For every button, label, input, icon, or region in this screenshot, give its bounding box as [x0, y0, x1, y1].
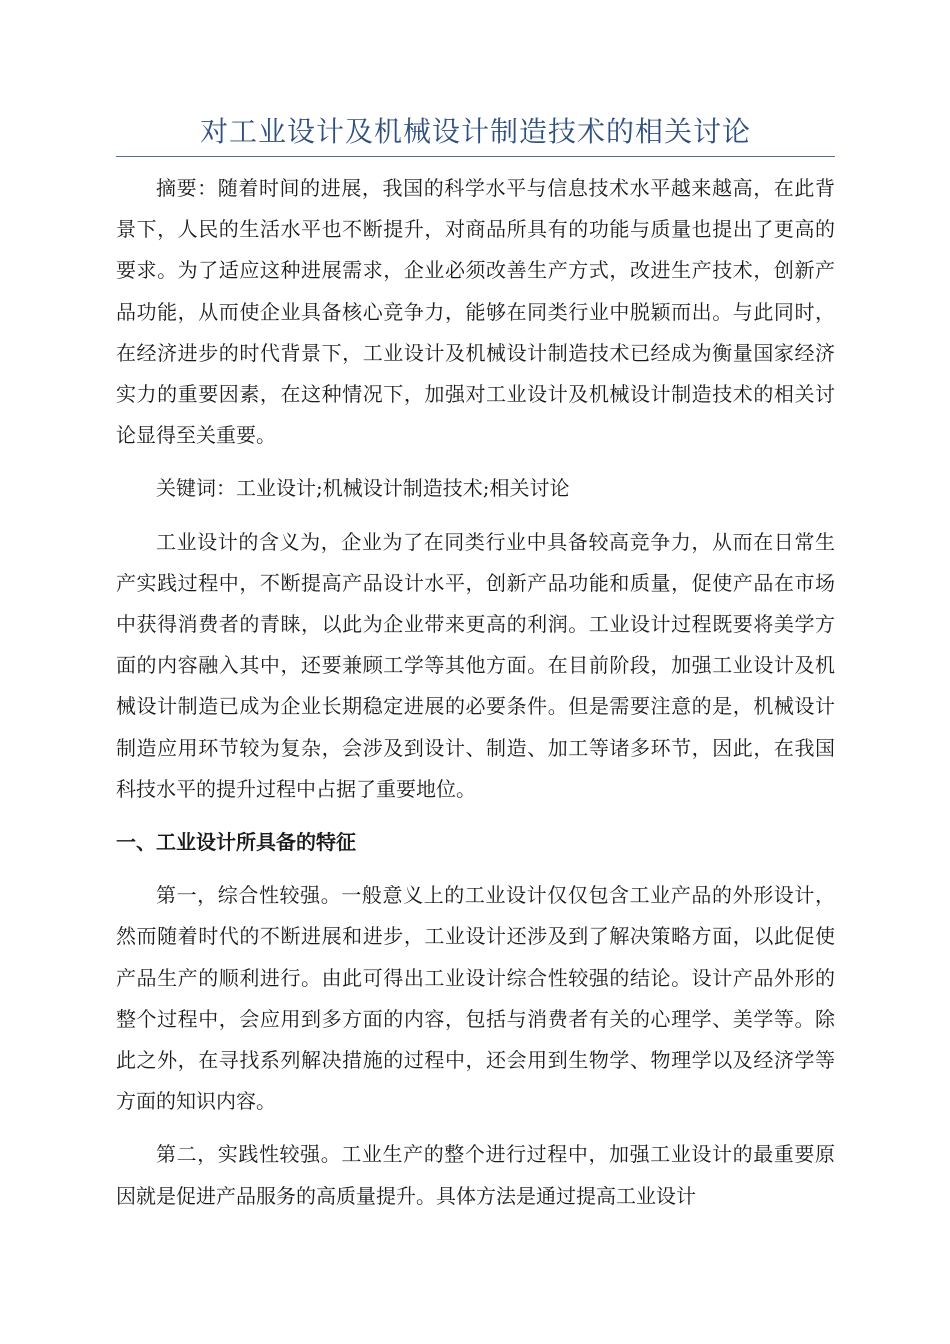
abstract-paragraph: 摘要：随着时间的进展，我国的科学水平与信息技术水平越来越高，在此背景下，人民的生活水平也不断提升，对商品所具有的功能与质量也提出了更高的要求。为了适应这种进展需求，企业必须改善生产方式，改进生产技术，创新产品功能，从而使企业具备核心竞争力，能够在同类行业中脱颖而出。与此同时，在经济进步的时代背景下，工业设计及机械设计制造技术已经成为衡量国家经济实力的重要因素，在这种情况下，加强对工业设计及机械设计制造技术的相关讨论显得至关重要。 [116, 176, 835, 448]
intro-paragraph: 工业设计的含义为，企业为了在同类行业中具备较高竞争力，从而在日常生产实践过程中，不断提高产品设计水平，创新产品功能和质量，促使产品在市场中获得消费者的青睐，以此为企业带来更高的利润。工业设计过程既要将美学方面的内容融入其中，还要兼顾工学等其他方面。在目前阶段，加强工业设计及机械设计制造已成为企业长期稳定进展的必要条件。但是需要注意的是，机械设计制造应用环节较为复杂，会涉及到设计、制造、加工等诸多环节，因此，在我国科技水平的提升过程中占据了重要地位。 [116, 529, 835, 801]
document-body [116, 168, 835, 1229]
keywords-paragraph: 关键词：工业设计;机械设计制造技术;相关讨论 [156, 476, 570, 501]
title-underline [116, 156, 835, 157]
section1-paragraph-2: 第二，实践性较强。工业生产的整个进行过程中，加强工业设计的最重要原因就是促进产品服务的高质量提升。具体方法是通过提高工业设计 [116, 1142, 835, 1208]
section1-paragraph-1: 第一，综合性较强。一般意义上的工业设计仅仅包含工业产品的外形设计，然而随着时代的不断进展和进步，工业设计还涉及到了解决策略方面，以此促使产品生产的顺利进行。由此可得出工业设计综合性较强的结论。设计产品外形的整个过程中，会应用到多方面的内容，包括与消费者有关的心理学、美学等。除此之外，在寻找系列解决措施的过程中，还会用到生物学、物理学以及经济学等方面的知识内容。 [116, 883, 835, 1114]
section-heading-1: 一、工业设计所具备的特征 [116, 830, 356, 855]
document-title: 对工业设计及机械设计制造技术的相关讨论 [199, 115, 751, 148]
